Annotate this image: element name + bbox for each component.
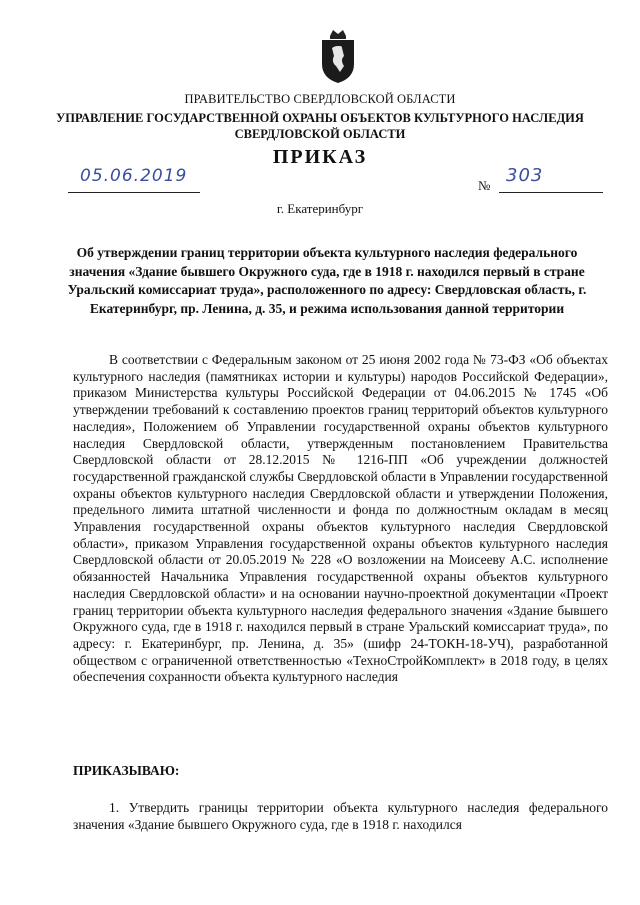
- department-name: [0, 110, 640, 142]
- document-type: ПРИКАЗ: [272, 146, 368, 168]
- document-date: 05.06.2019: [80, 166, 188, 186]
- document-number: 303: [506, 165, 544, 186]
- coat-of-arms-emblem: [318, 26, 358, 84]
- number-sign: №: [478, 178, 491, 193]
- department-line-1: УПРАВЛЕНИЕ ГОСУДАРСТВЕННОЙ ОХРАНЫ ОБЪЕКТОВ КУЛЬТУРНОГО НАСЛЕДИЯ: [56, 111, 584, 125]
- document-title: Об утверждении границ территории объекта культурного наследия федерального значения «Здание бывшего Окружного суда, где в 1918 г. находился первый в стране Уральский комиссариат труда», расположенного по адресу: Свердловская область, г. Екатеринбург, пр. Ленина, д. 35, и режима использования данной территории: [67, 245, 587, 316]
- order-heading: ПРИКАЗЫВАЮ:: [73, 763, 180, 778]
- preamble-paragraph: В соответствии с Федеральным законом от 25 июня 2002 года № 73-ФЗ «Об объектах культурного наследия (памятниках истории и культуры) народов Российской Федерации», приказом Министерства культуры Российской Федерации от 04.06.2015 № 1745 «Об утверждении требований к составлению проектов границ территорий объектов культурного наследия», Положением об Управлении государственной охраны объектов культурного наследия Свердловской области, утвержденным постановлением Правительства Свердловской области от 28.12.2015 № 1216-ПП «Об учреждении должностей государственной гражданской службы Свердловской области в Управлении государственной охраны объектов культурного наследия Свердловской области и утверждении Положения, предельного лимита штатной численности и фонда по должностным окладам в месяц Управления государственной охраны объектов культурного наследия Свердловской области», приказом Управления государственной охраны объектов культурного наследия Свердловской области от 20.05.2019 № 228 «О возложении на Моисееву А.С. исполнение обязанностей Начальника Управления государственной охраны объектов культурного наследия Свердловской области» и на основании научно-проектной документации «Проект границ территории объекта культурного наследия федерального значения «Здание бывшего Окружного суда, где в 1918 г. находился первый в стране Уральский комиссариат труда», по адресу: г. Екатеринбург, пр. Ленина, д. 35» (шифр 24-ТОКН-18-УЧ), разработанной обществом с ограниченной ответственностью «ТехноСтройКомплект» в 2018 году, в целях обеспечения сохранности объекта культурного наследия: [73, 352, 608, 685]
- order-item-1: 1. Утвердить границы территории объекта культурного наследия федерального значения «Здание бывшего Окружного суда, где в 1918 г. находился: [73, 800, 608, 832]
- department-line-2: СВЕРДЛОВСКОЙ ОБЛАСТИ: [234, 127, 406, 141]
- government-name: ПРАВИТЕЛЬСТВО СВЕРДЛОВСКОЙ ОБЛАСТИ: [184, 92, 456, 106]
- city: г. Екатеринбург: [276, 201, 364, 216]
